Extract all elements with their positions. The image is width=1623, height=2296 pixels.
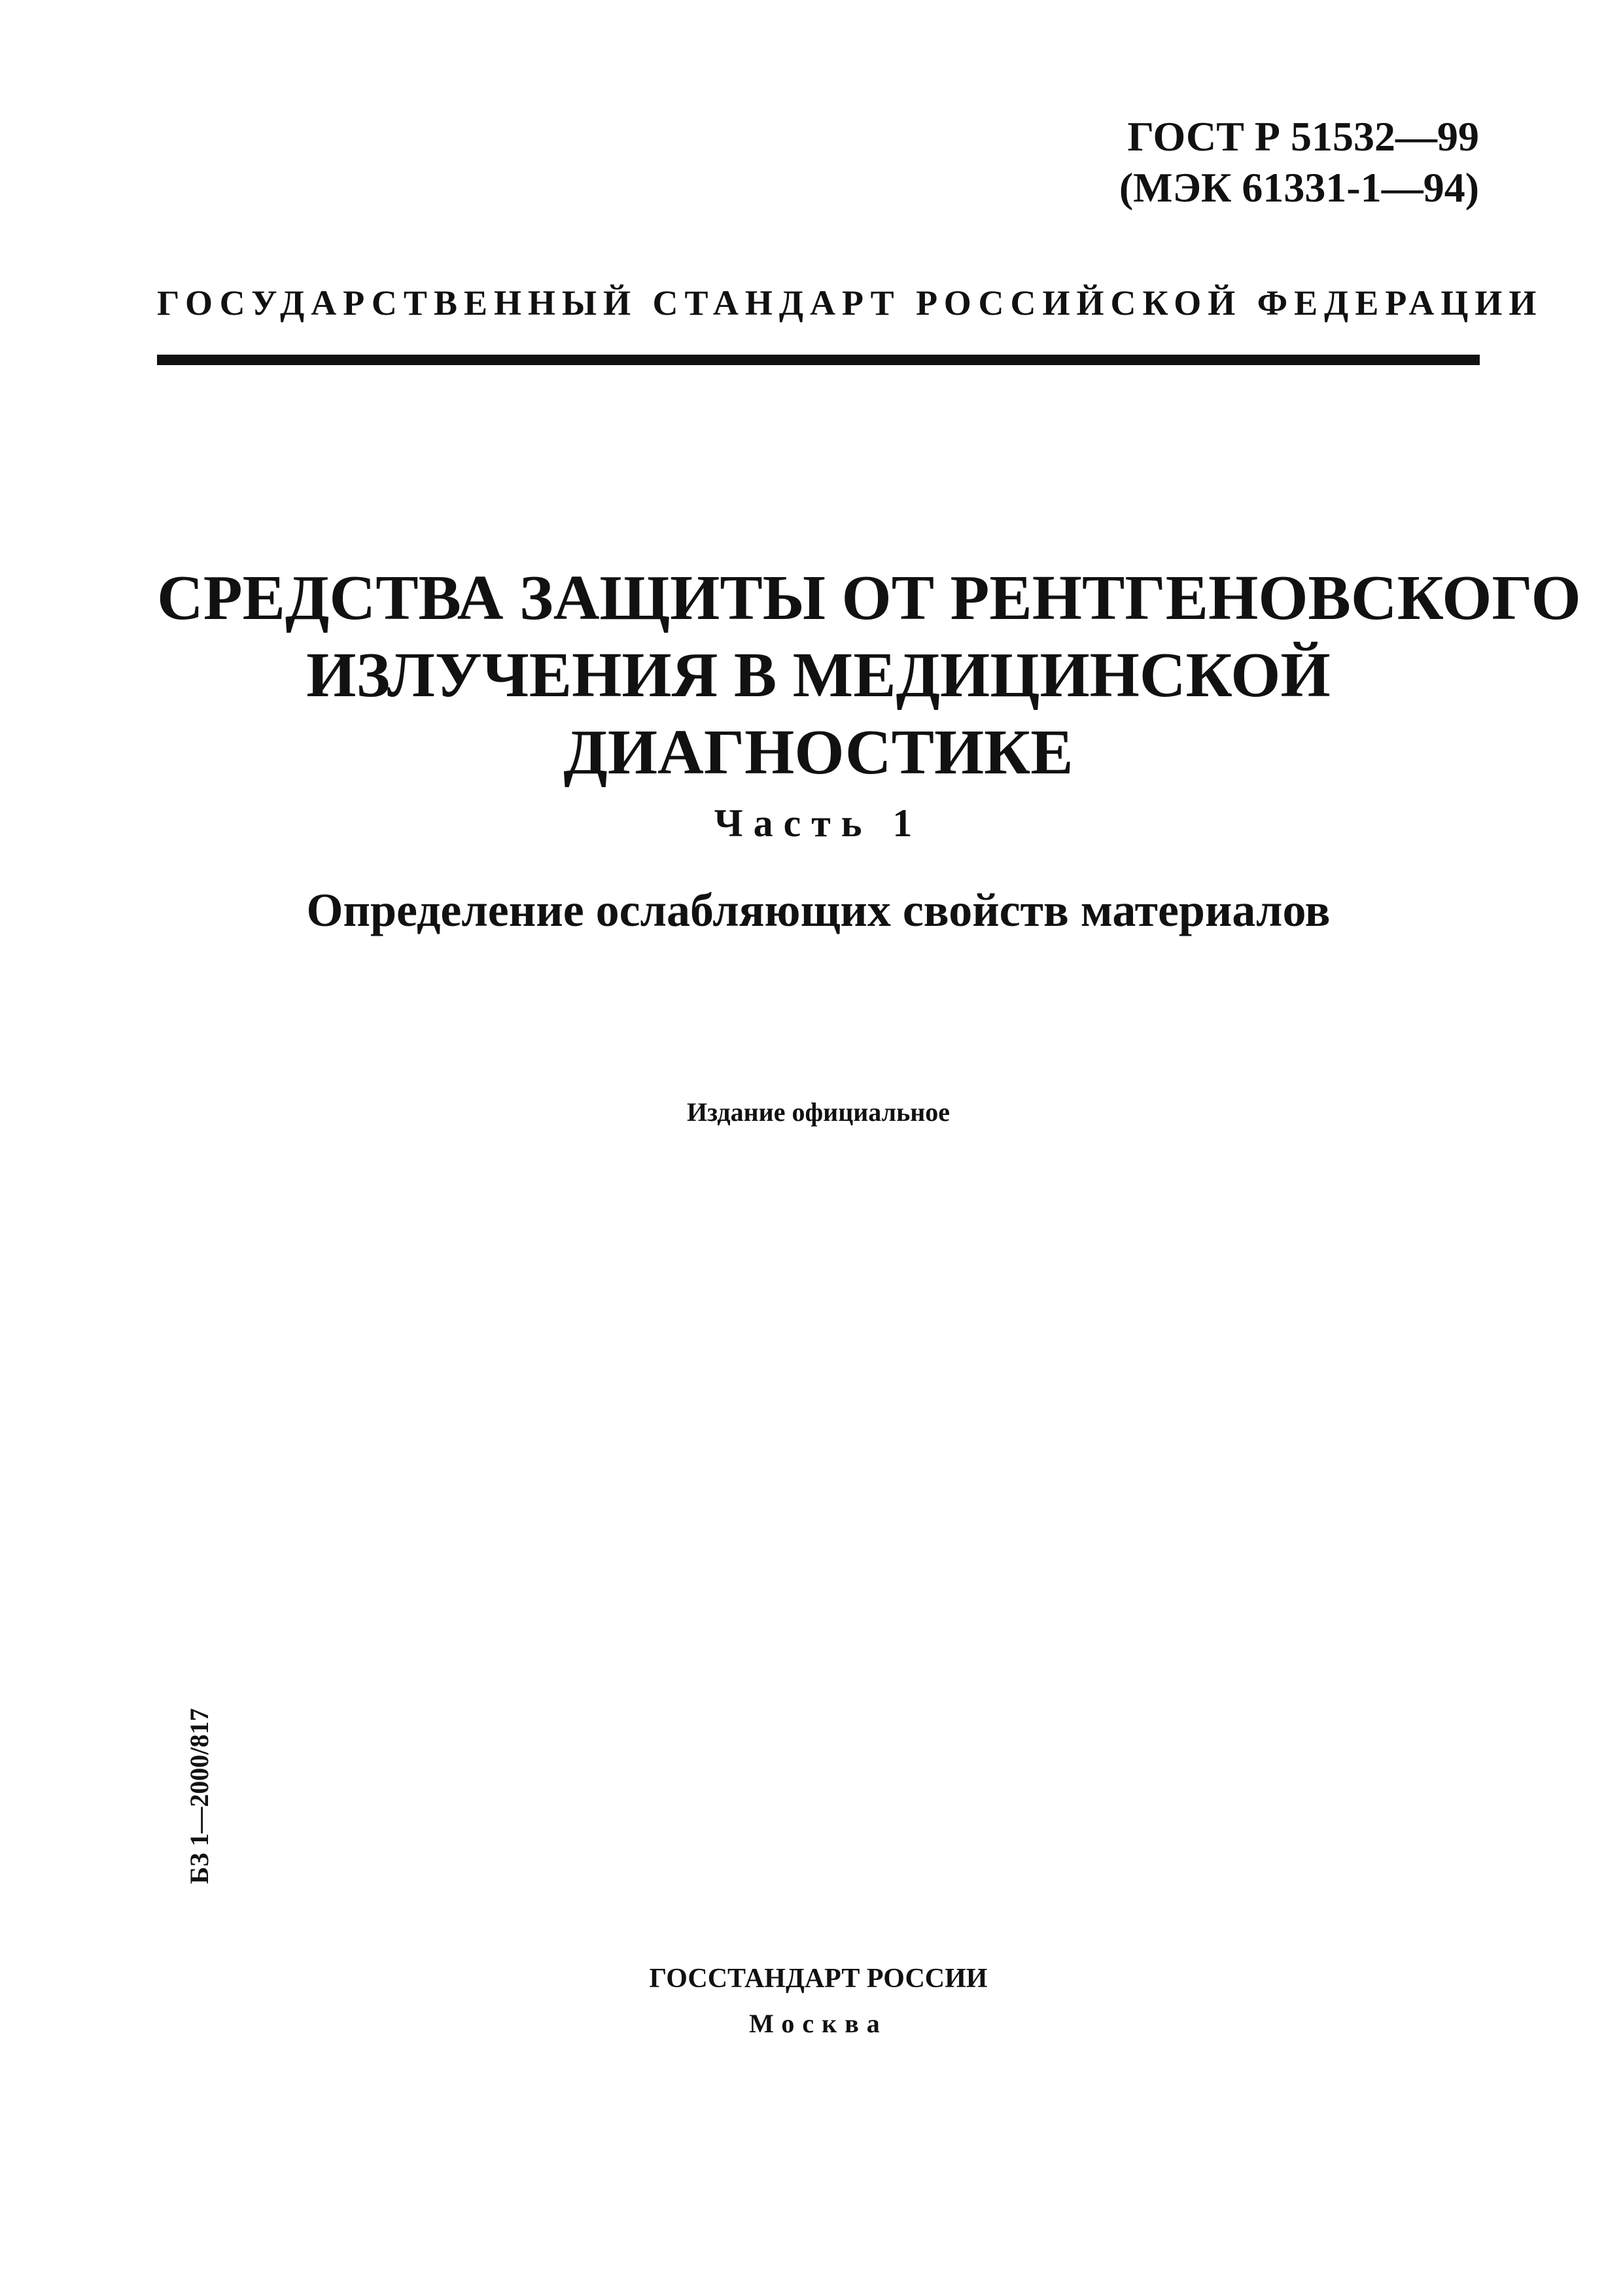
title-line: ИЗЛУЧЕНИЯ В МЕДИЦИНСКОЙ — [306, 640, 1331, 711]
title-line: ДИАГНОСТИКЕ — [563, 717, 1073, 788]
standard-codes — [1119, 111, 1479, 213]
gost-code: ГОСТ Р 51532—99 — [1127, 113, 1479, 160]
publisher-city: Москва — [749, 2009, 888, 2038]
agency-line: ГОСУДАРСТВЕННЫЙ СТАНДАРТ РОССИЙСКОЙ ФЕДЕРАЦИИ — [157, 283, 1543, 323]
side-registration-code: БЗ 1—2000/817 — [184, 1708, 214, 1884]
document-subtitle: Определение ослабляющих свойств материалов — [306, 884, 1331, 936]
document-title — [157, 559, 1581, 791]
publisher-name: ГОССТАНДАРТ РОССИИ — [649, 1964, 988, 1994]
iec-code: (МЭК 61331-1—94) — [1119, 164, 1479, 211]
header-rule — [157, 355, 1480, 365]
title-line: СРЕДСТВА ЗАЩИТЫ ОТ РЕНТГЕНОВСКОГО — [157, 563, 1581, 633]
edition-note: Издание официальное — [686, 1097, 951, 1127]
part-label: Часть 1 — [714, 802, 923, 845]
